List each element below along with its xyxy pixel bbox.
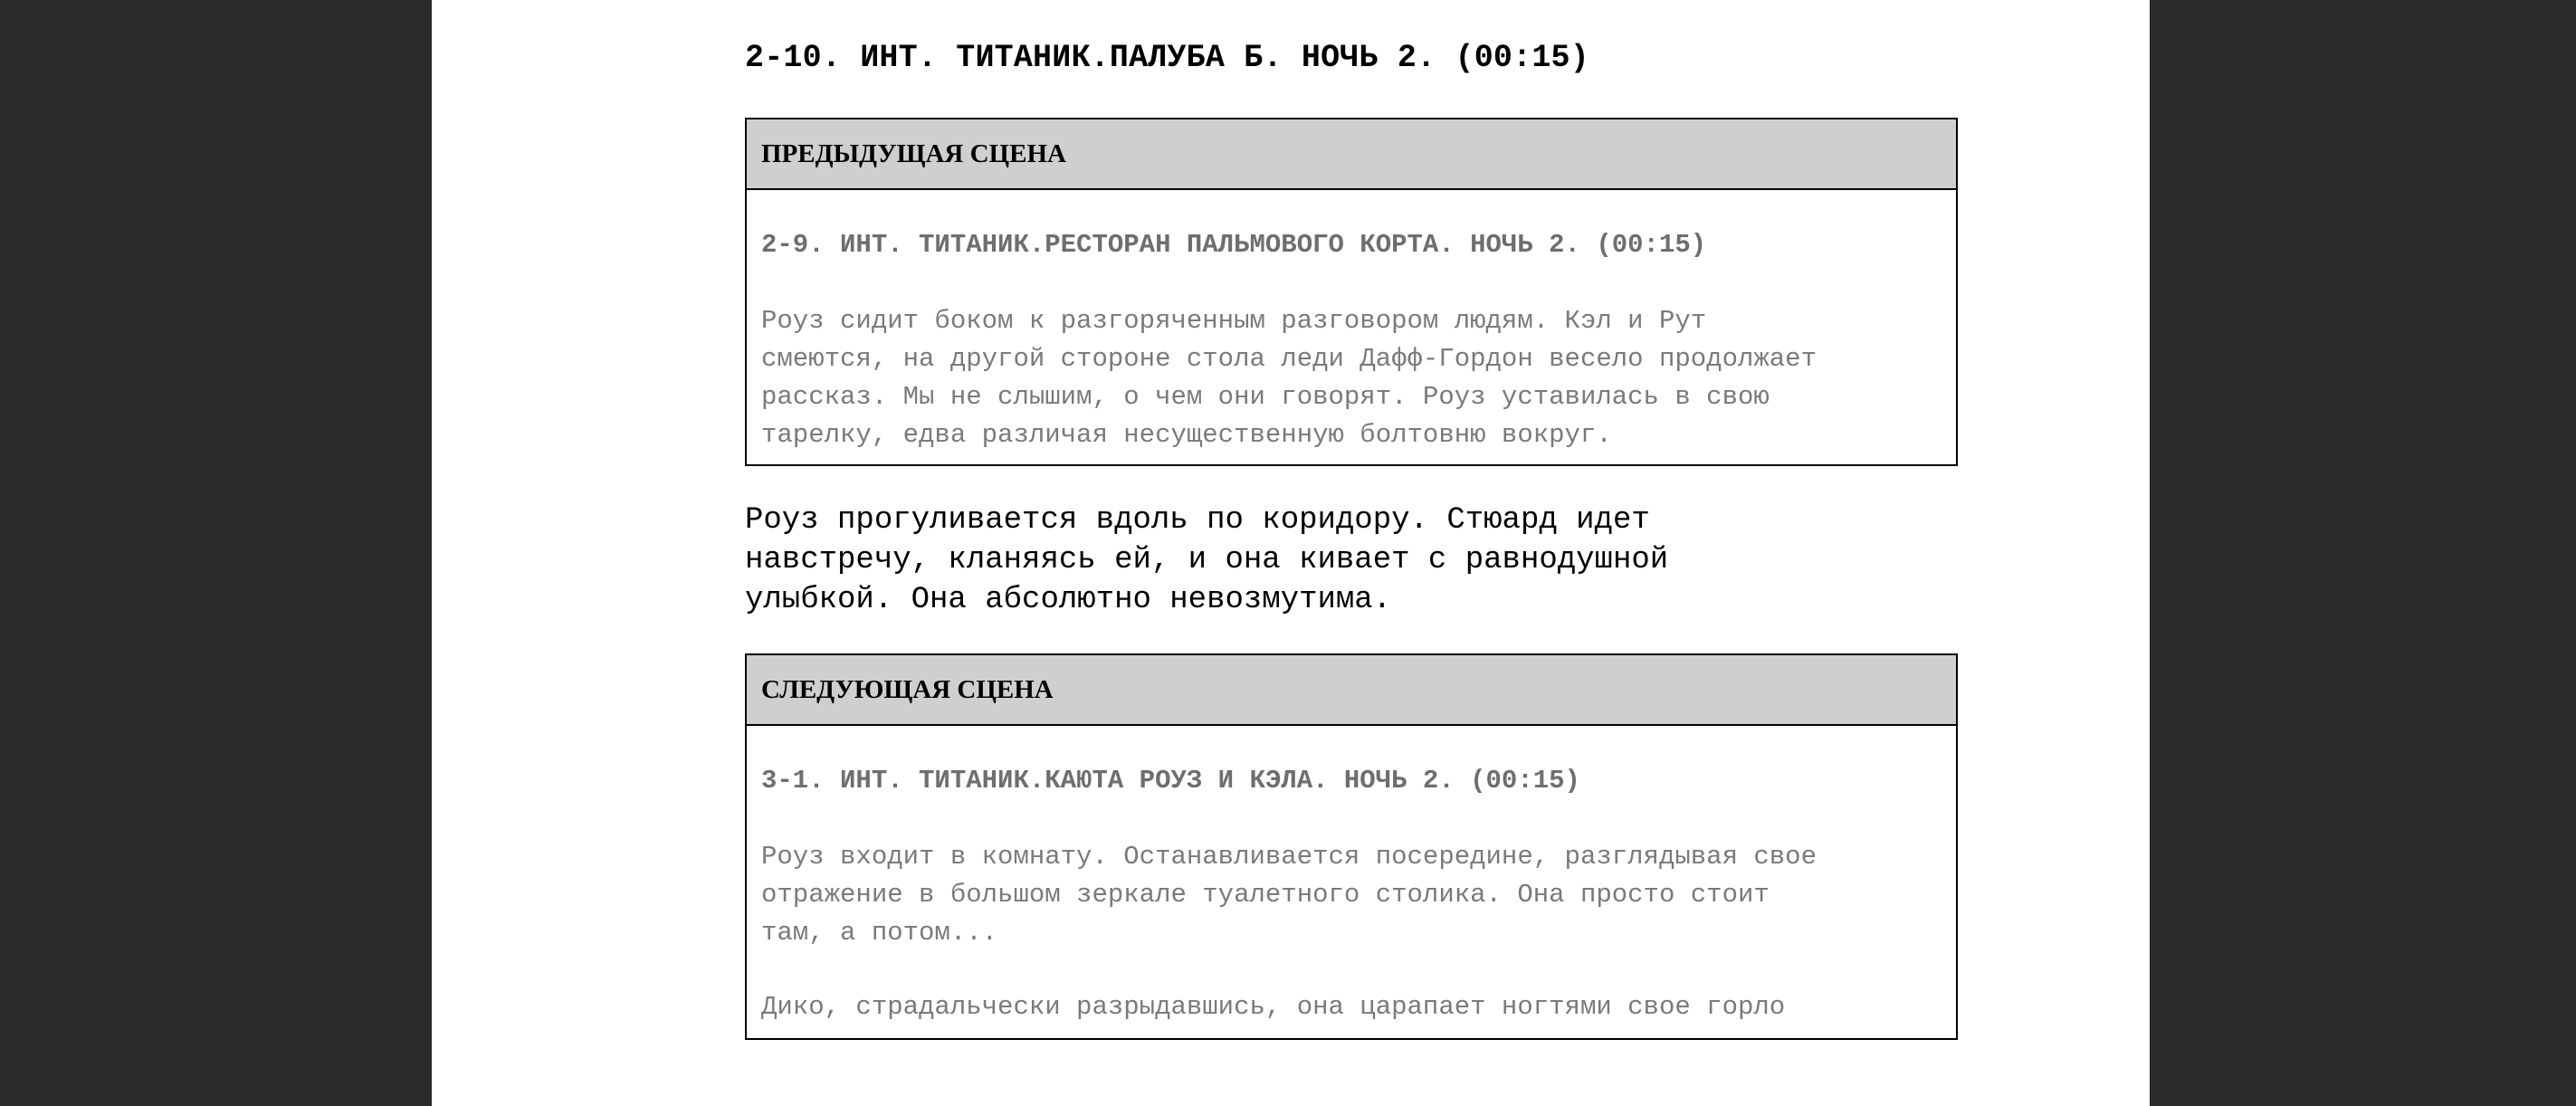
scene-heading: 2-10. ИНТ. ТИТАНИК.ПАЛУБА Б. НОЧЬ 2. (00:15) (745, 40, 1589, 76)
next-scene-box (745, 653, 1958, 1040)
previous-scene-body (747, 190, 1956, 454)
previous-scene-heading: 2-9. ИНТ. ТИТАНИК.РЕСТОРАН ПАЛЬМОВОГО КОРТА. НОЧЬ 2. (00:15) (761, 230, 1707, 260)
previous-scene-text: Роуз сидит боком к разгоряченным разговором людям. Кэл и Рут смеются, на другой стороне стола леди Дафф-Гордон весело продолжает рассказ. Мы не слышим, о чем они говорят. Роуз уставилась в свою тарелку, едва различая несущественную болтовню вокруг. (761, 306, 1817, 450)
next-scene-label: СЛЕДУЮЩАЯ СЦЕНА (761, 674, 1054, 704)
next-scene-header (747, 655, 1956, 726)
previous-scene-box (745, 118, 1958, 466)
next-scene-heading: 3-1. ИНТ. ТИТАНИК.КАЮТА РОУЗ И КЭЛА. НОЧЬ 2. (00:15) (761, 766, 1580, 796)
next-scene-text-continued: Дико, страдальчески разрыдавшись, она царапает ногтями свое горло (761, 992, 1786, 1022)
previous-scene-label: ПРЕДЫДУЩАЯ СЦЕНА (761, 138, 1066, 168)
previous-scene-header (747, 119, 1956, 190)
next-scene-body (747, 726, 1956, 1026)
scene-action-text: Роуз прогуливается вдоль по коридору. Стюард идет навстречу, кланяясь ей, и она кивает с равнодушной улыбкой. Она абсолютно невозмутима. (745, 503, 1669, 617)
next-scene-text: Роуз входит в комнату. Останавливается посередине, разглядывая свое отражение в большом зеркале туалетного столика. Она просто стоит там, а потом... (761, 842, 1817, 948)
script-page (432, 0, 2150, 1106)
